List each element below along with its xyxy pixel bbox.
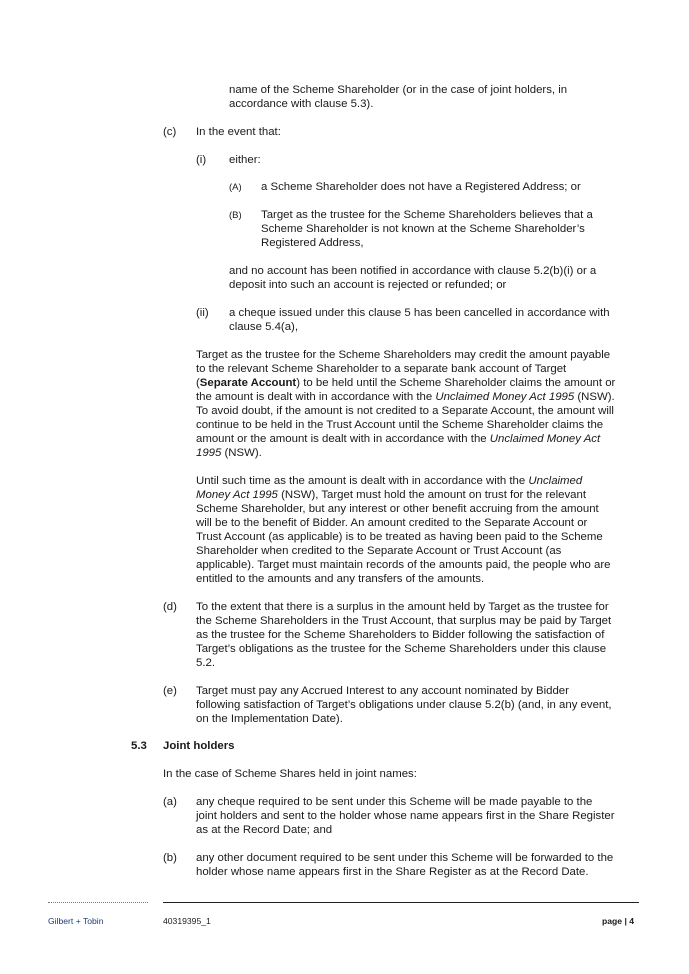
paragraph-line: 1995 (NSW). bbox=[196, 447, 262, 459]
footer-rule bbox=[163, 902, 639, 903]
act-name: Money Act 1995 bbox=[196, 489, 278, 501]
paragraph-line: to the relevant Scheme Shareholder to a separate bank account of Target bbox=[196, 363, 567, 375]
footer-firm-name: Gilbert + Tobin bbox=[48, 916, 104, 926]
paragraph-line: continue to be held in the Trust Account until the Scheme Shareholder claims the bbox=[196, 419, 604, 431]
clause-b-line: any other document required to be sent under this Scheme will be forwarded to the bbox=[196, 852, 614, 864]
paragraph-line: Trust Account (as applicable) is to be treated as having been paid to the Scheme bbox=[196, 531, 603, 543]
continuation-line: name of the Scheme Shareholder (or in the case of joint holders, in bbox=[229, 84, 568, 96]
clause-e-line: following satisfaction of Target’s obligations under clause 5.2(b) (and, in any event, bbox=[196, 699, 612, 711]
clause-e-line: on the Implementation Date). bbox=[196, 713, 343, 725]
act-name: Unclaimed Money Act bbox=[489, 433, 601, 445]
footer-doc-id: 40319395_1 bbox=[163, 916, 211, 926]
act-name: Unclaimed bbox=[528, 475, 583, 487]
clause-a-line: any cheque required to be sent under this Scheme will be made payable to the bbox=[196, 796, 593, 808]
clause-label-A: (A) bbox=[229, 182, 242, 193]
clause-d-line: Target’s obligations as the trustee for the Scheme Shareholders under this clause bbox=[196, 643, 607, 655]
clause-d-line: 5.2. bbox=[196, 657, 215, 669]
paragraph-line: applicable). Target must maintain records of the amounts paid, the people who are bbox=[196, 559, 611, 571]
act-name: Unclaimed Money Act 1995 bbox=[435, 391, 575, 403]
clause-d-line: To the extent that there is a surplus in the amount held by Target as the trustee for bbox=[196, 601, 609, 613]
clause-d-line: the Scheme Shareholders in the Trust Account, that surplus may be paid by Target bbox=[196, 615, 612, 627]
paragraph-line: Until such time as the amount is dealt with in accordance with the Unclaimed bbox=[196, 475, 583, 487]
continuation-line: accordance with clause 5.3). bbox=[229, 98, 374, 110]
paragraph-line: amount or the amount is dealt with in accordance with the Unclaimed Money Act bbox=[196, 433, 601, 445]
footer-page-number: page | 4 bbox=[602, 916, 635, 926]
clause-c-intro: In the event that: bbox=[196, 126, 281, 138]
clause-label-c: (c) bbox=[163, 126, 177, 138]
clause-a-line: joint holders and sent to the holder whose name appears first in the Share Register bbox=[196, 810, 615, 822]
paragraph-line: Target as the trustee for the Scheme Shareholders may credit the amount payable bbox=[196, 349, 611, 361]
section-intro: In the case of Scheme Shares held in joint names: bbox=[163, 768, 417, 780]
clause-a-line: as at the Record Date; and bbox=[196, 824, 333, 836]
clause-label-ii: (ii) bbox=[196, 307, 209, 319]
clause-e-line: Target must pay any Accrued Interest to any account nominated by Bidder bbox=[196, 685, 569, 697]
clause-B-line: Registered Address, bbox=[261, 237, 364, 249]
clause-i-text: either: bbox=[229, 154, 261, 166]
paragraph-line: Shareholder when credited to the Separate Account or Trust Account (as bbox=[196, 545, 562, 557]
defined-term: Separate Account bbox=[199, 377, 297, 389]
clause-ii-line: clause 5.4(a), bbox=[229, 321, 299, 333]
clause-label-i: (i) bbox=[196, 154, 207, 166]
clause-d-line: as the trustee for the Scheme Shareholders to Bidder following the satisfaction of bbox=[196, 629, 605, 641]
clause-B-line: Target as the trustee for the Scheme Shareholders believes that a bbox=[261, 209, 593, 221]
clause-i-tail: deposit into such an account is rejected or refunded; or bbox=[229, 279, 507, 291]
section-number: 5.3 bbox=[131, 740, 147, 752]
paragraph-line: entitled to the amounts and any transfers of the amounts. bbox=[196, 573, 485, 585]
paragraph-line: To avoid doubt, if the amount is not credited to a Separate Account, the amount will bbox=[196, 405, 614, 417]
clause-label-e: (e) bbox=[163, 685, 177, 697]
footer-dotted-rule bbox=[48, 902, 148, 903]
section-title: Joint holders bbox=[163, 740, 235, 752]
clause-A-text: a Scheme Shareholder does not have a Registered Address; or bbox=[261, 181, 581, 193]
act-name: 1995 bbox=[196, 447, 222, 459]
clause-B-line: Scheme Shareholder is not known at the Scheme Shareholder’s bbox=[261, 223, 585, 235]
clause-label-d: (d) bbox=[163, 601, 177, 613]
clause-label-B: (B) bbox=[229, 210, 242, 221]
paragraph-line: (Separate Account) to be held until the Scheme Shareholder claims the amount or bbox=[196, 377, 616, 389]
clause-i-tail: and no account has been notified in accordance with clause 5.2(b)(i) or a bbox=[229, 265, 597, 277]
paragraph-line: the amount is dealt with in accordance with the Unclaimed Money Act 1995 (NSW). bbox=[196, 391, 615, 403]
paragraph-line: Money Act 1995 (NSW), Target must hold the amount on trust for the relevant bbox=[196, 489, 587, 501]
clause-label-a: (a) bbox=[163, 796, 177, 808]
paragraph-line: Scheme Shareholder, but any interest or other benefit accruing from the amount bbox=[196, 503, 599, 515]
clause-label-b: (b) bbox=[163, 852, 177, 864]
clause-ii-line: a cheque issued under this clause 5 has been cancelled in accordance with bbox=[229, 307, 610, 319]
paragraph-line: will be to the benefit of Bidder. An amount credited to the Separate Account or bbox=[196, 517, 588, 529]
clause-b-line: holder whose name appears first in the Share Register as at the Record Date. bbox=[196, 866, 589, 878]
